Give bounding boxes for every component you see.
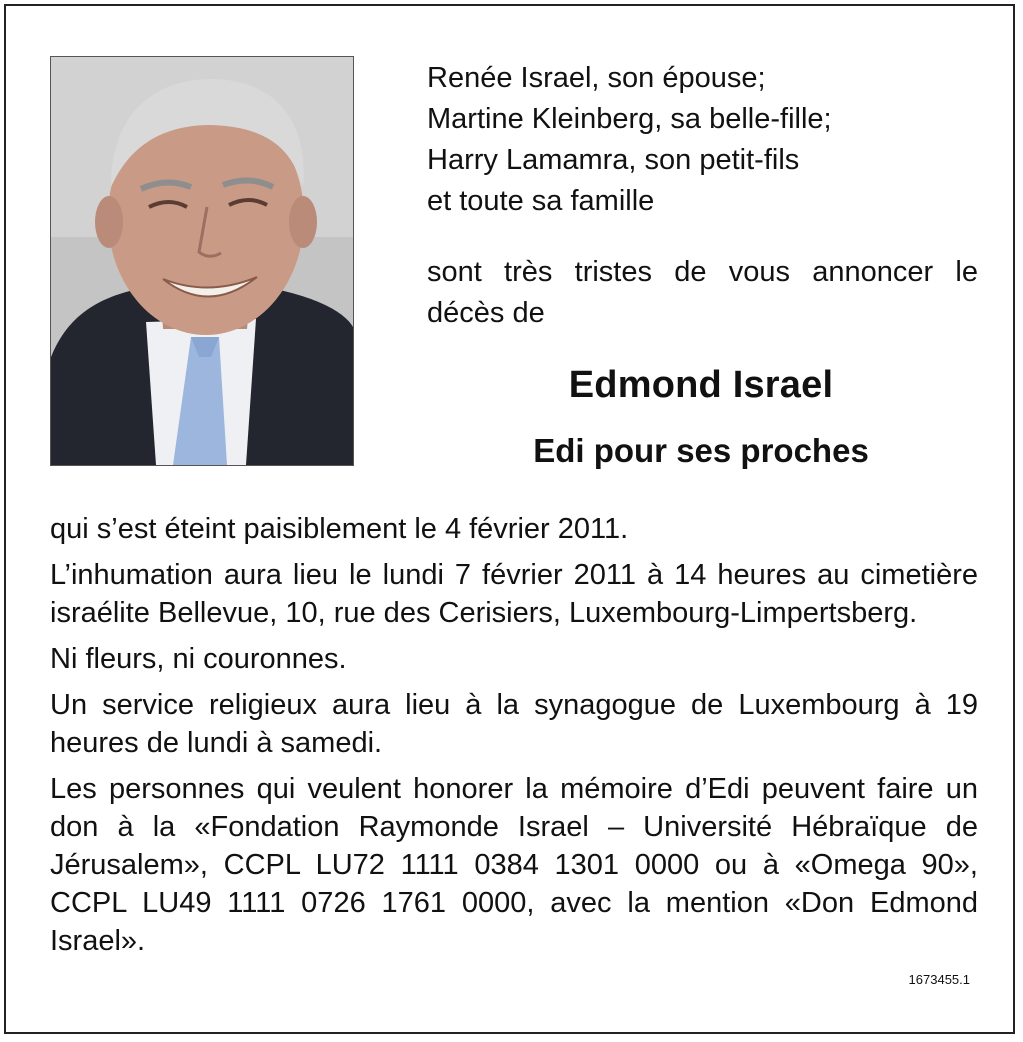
obituary-notice	[4, 4, 1015, 1034]
body-paragraph: qui s’est éteint paisiblement le 4 février 2011.	[50, 513, 629, 545]
body-paragraph: L’inhumation aura lieu le lundi 7 février 2011 à 14 heures au cimetière israélite Bellevue, 10, rue des Cerisiers, Luxembourg-Limpertsberg.	[50, 559, 978, 629]
body-paragraph: Les personnes qui veulent honorer la mémoire d’Edi peuvent faire un don à la «Fondation Raymonde Israel – Université Hébraïque de Jérusalem», CCPL LU72 1111 0384 1301 0000 ou à «Omega 90», CCPL LU49 1111 0726 1761 0000, avec la mention «Don Edmond Israel».	[50, 773, 978, 957]
family-member: et toute sa famille	[427, 185, 655, 217]
family-member: Martine Kleinberg, sa belle-fille;	[427, 103, 832, 135]
portrait-photo	[50, 56, 354, 466]
family-member: Harry Lamamra, son petit-fils	[427, 144, 800, 176]
family-list	[427, 58, 987, 222]
body-paragraph: Ni fleurs, ni couronnes.	[50, 643, 347, 675]
portrait-illustration	[51, 57, 353, 465]
deceased-nickname: Edi pour ses proches	[533, 432, 869, 469]
body-paragraph: Un service religieux aura lieu à la synagogue de Luxembourg à 19 heures de lundi à samedi.	[50, 689, 978, 759]
family-member: Renée Israel, son épouse;	[427, 62, 766, 94]
notice-body	[50, 510, 978, 968]
deceased-name: Edmond Israel	[568, 364, 834, 406]
reference-number: 1673455.1	[908, 972, 970, 987]
announcement-text: sont très tristes de vous annoncer le décès de	[427, 256, 978, 329]
